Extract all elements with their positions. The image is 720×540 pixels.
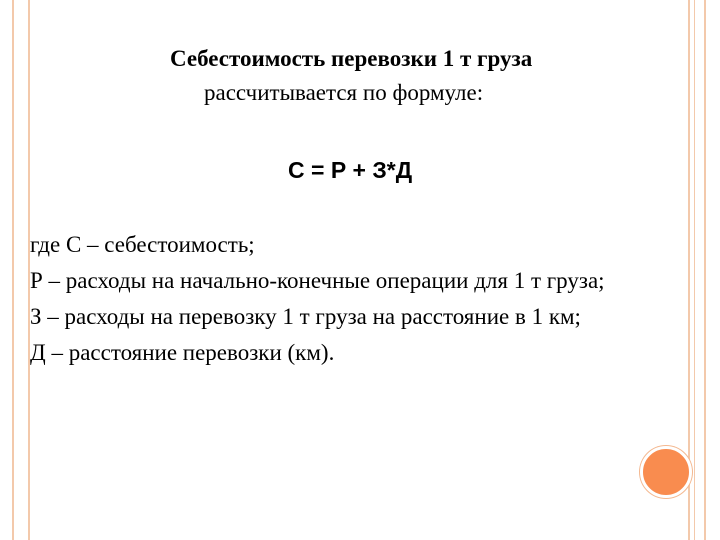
slide-subtitle: рассчитывается по формуле: <box>204 80 484 105</box>
definition-p: Р – расходы на начально-конечные операции для 1 т груза; <box>30 268 605 293</box>
definition-z: З – расходы на перевозку 1 т груза на расстояние в 1 км; <box>30 304 581 329</box>
definition-d: Д – расстояние перевозки (км). <box>30 340 335 365</box>
slide-title: Себестоимость перевозки 1 т груза <box>170 46 533 71</box>
left-decorative-frame <box>8 0 30 540</box>
right-frame-inner-line <box>694 0 695 540</box>
right-decorative-frame <box>688 0 712 540</box>
formula: С = Р + З*Д <box>288 157 413 183</box>
definitions-list <box>30 230 690 374</box>
definition-c: где С – себестоимость; <box>30 232 255 257</box>
decorative-circle <box>640 446 692 498</box>
